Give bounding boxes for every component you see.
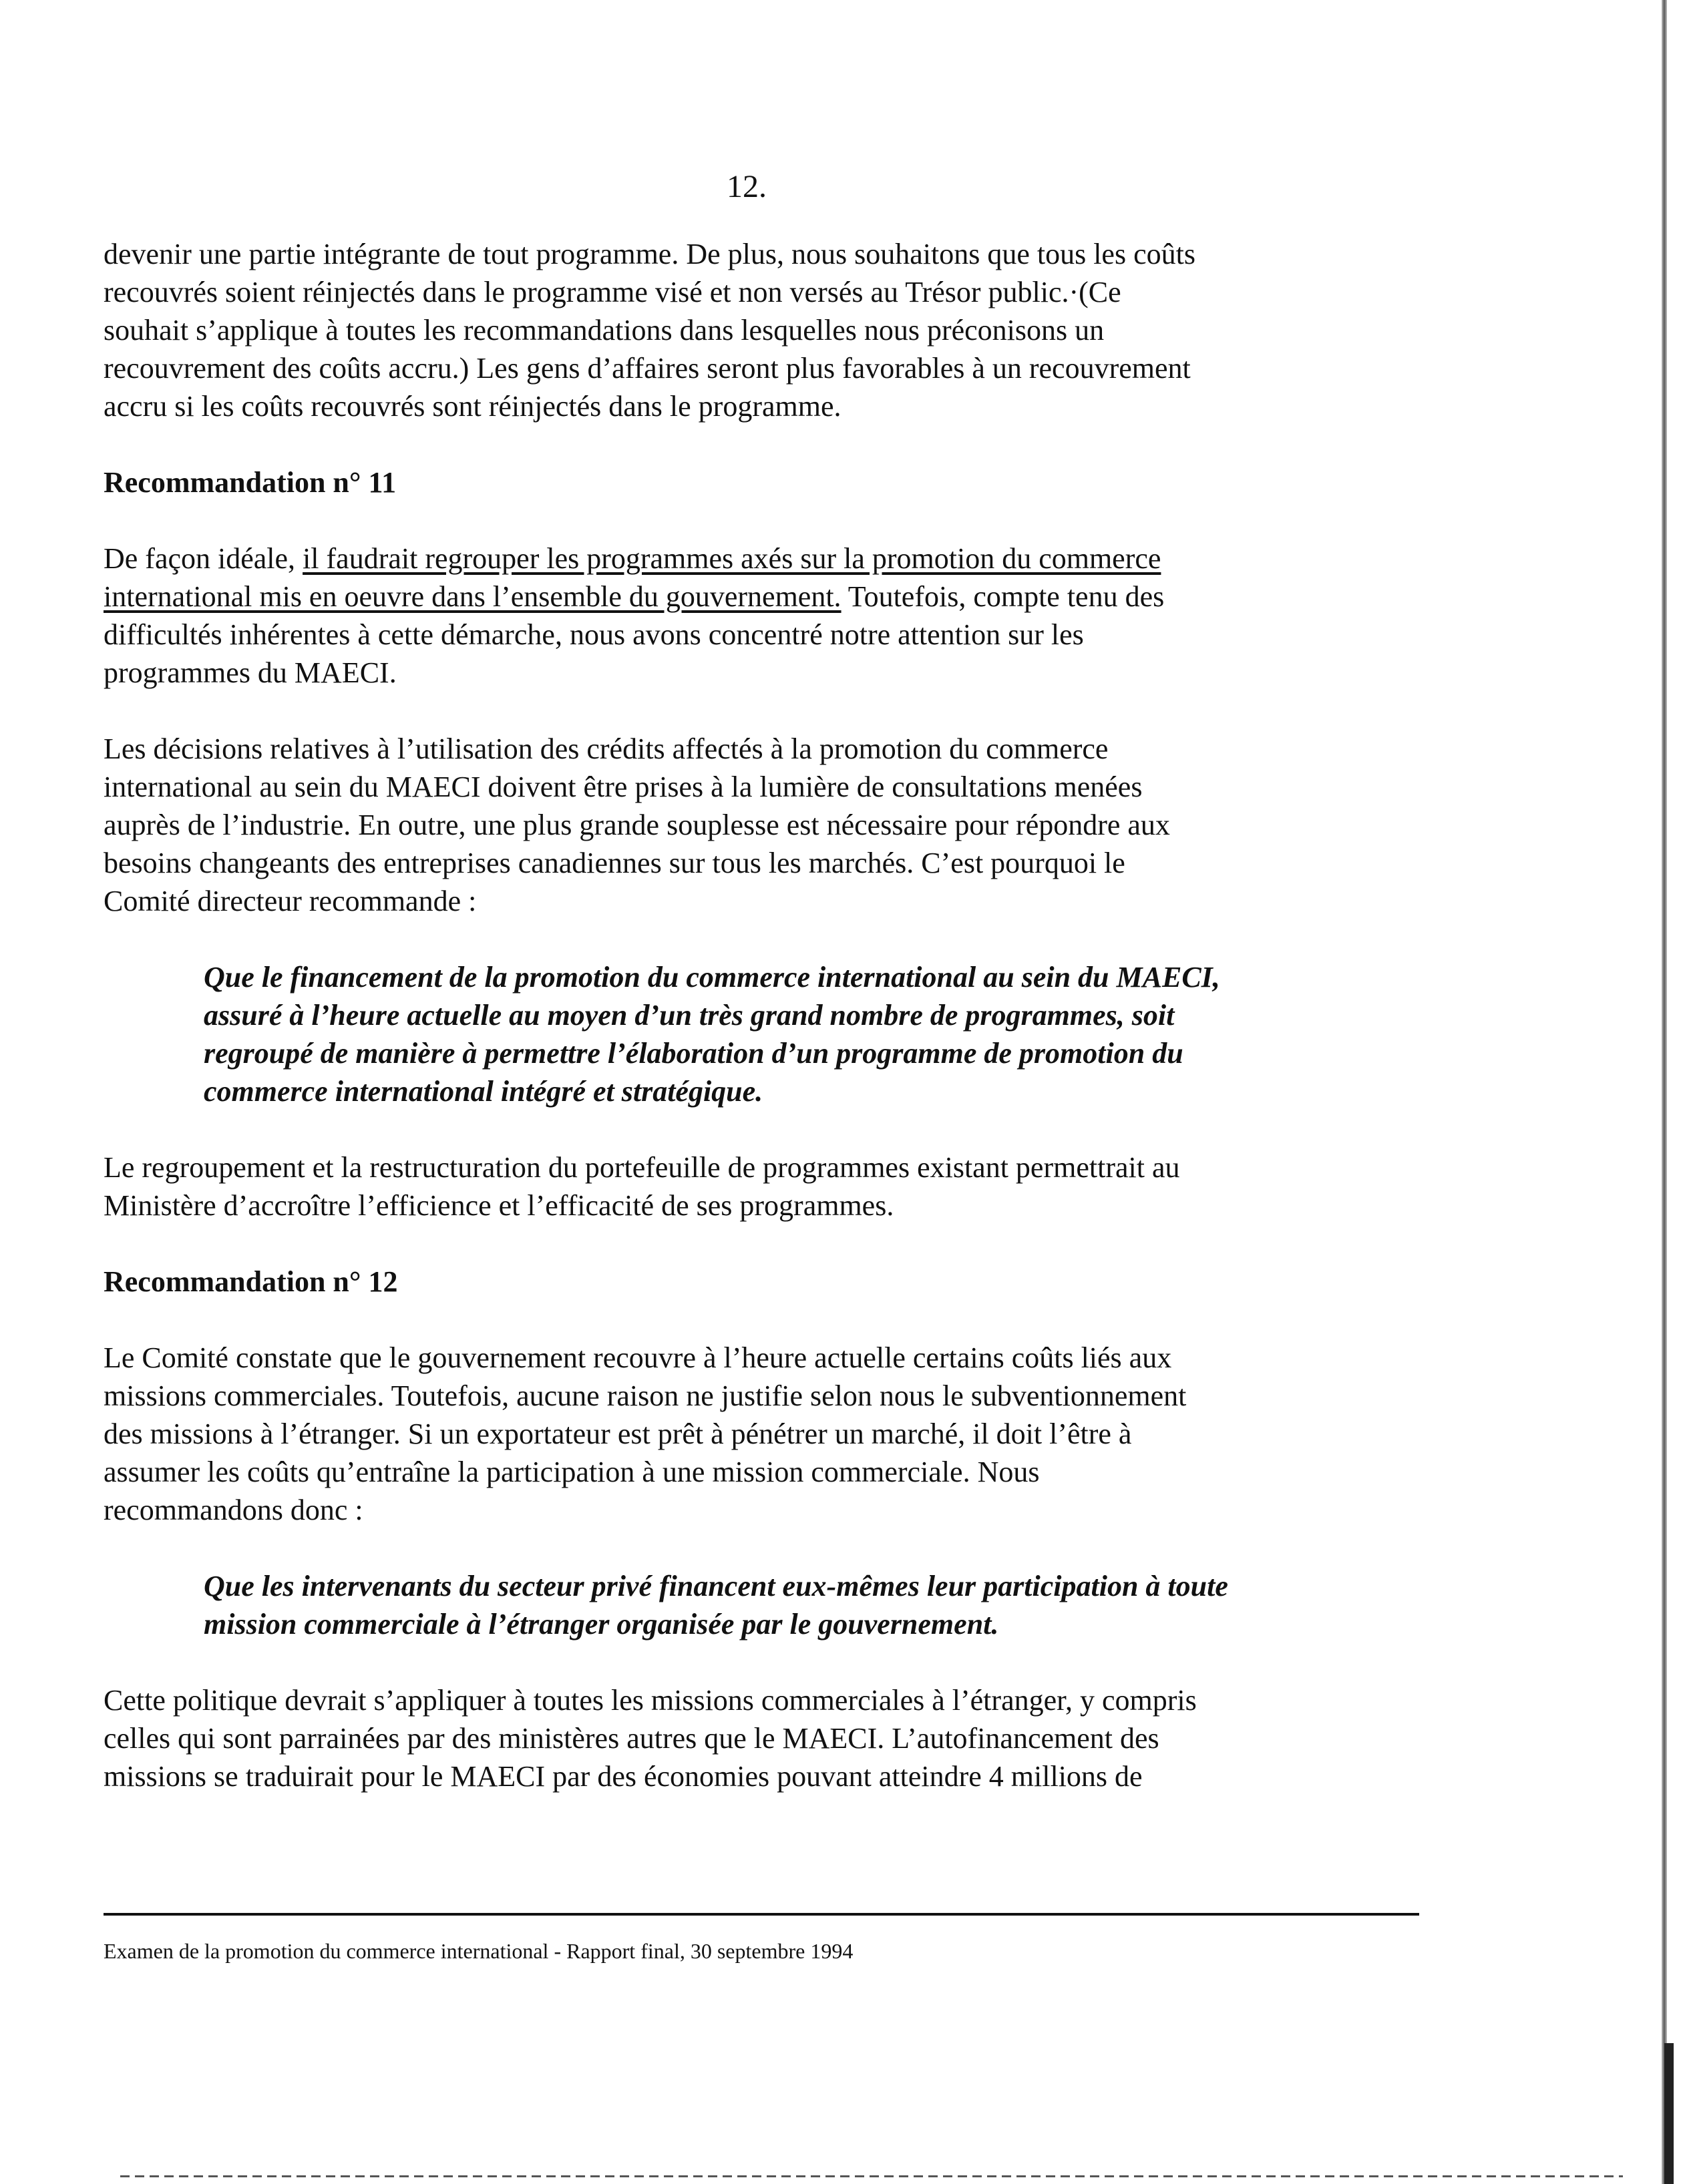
underlined-statement: il faudrait regrouper les programmes axés sur la promotion du commerce international mis en oeuvre dans l’ensemble du gouvernement. [104, 542, 1161, 613]
paragraph-trade-missions: Le Comité constate que le gouvernement recouvre à l’heure actuelle certains coûts liés aux missions commerciales. Toutefois, aucune raison ne justifie selon nous le subventionnement des missions à l’étranger. Si un exportateur est prêt à pénétrer un marché, il doit l’être à assumer les coûts qu’entraîne la participation à une mission commerciale. Nous recommandons donc : [104, 1341, 1187, 1526]
page-number: 12. [727, 169, 767, 204]
paragraph-consolidation-rest: Toutefois, compte tenu des difficultés inhérentes à cette démarche, nous avons concentré notre attention sur les programmes du MAECI. [104, 580, 1165, 689]
paragraph-consolidation [104, 539, 1396, 692]
heading-recommendation-12: Recommandation n° 12 [104, 1265, 398, 1298]
paragraph-cost-recovery: devenir une partie intégrante de tout programme. De plus, nous souhaitons que tous les coûts recouvrés soient réinjectés dans le programme visé et non versés au Trésor public.·(Ce souhait s’applique à toutes les recommandations dans lesquelles nous préconisons un recouvrement des coûts accru.) Les gens d’affaires seront plus favorables à un recouvrement accru si les coûts recouvrés sont réinjectés dans le programme. [104, 238, 1195, 423]
scan-binding-shadow [1664, 2043, 1674, 2184]
paragraph-self-financing: Cette politique devrait s’appliquer à toutes les missions commerciales à l’étranger, y compris celles qui sont parrainées par des ministères autres que le MAECI. L’autofinancement des missions se traduirait pour le MAECI par des économies pouvant atteindre 4 millions de [104, 1684, 1197, 1793]
footer-citation: Examen de la promotion du commerce international - Rapport final, 30 septembre 1994 [104, 1939, 854, 1963]
paragraph-funding-decisions: Les décisions relatives à l’utilisation des crédits affectés à la promotion du commerce international au sein du MAECI doivent être prises à la lumière de consultations menées auprès de l’industrie. En outre, une plus grande souplesse est nécessaire pour répondre aux besoins changeants des entreprises canadiennes sur tous les marchés. C’est pourquoi le Comité directeur recommande : [104, 732, 1170, 917]
scan-bottom-artifact [120, 2175, 1623, 2177]
heading-recommendation-11: Recommandation n° 11 [104, 466, 397, 499]
footer-divider [104, 1913, 1419, 1916]
recommendation-12-text: Que les intervenants du secteur privé financent eux-mêmes leur participation à toute mission commerciale à l’étranger organisée par le gouvernement. [204, 1570, 1228, 1641]
recommendation-11-text: Que le financement de la promotion du commerce international au sein du MAECI, assuré à l’heure actuelle au moyen d’un très grand nombre de programmes, soit regroupé de manière à permettre l’élaboration d’un programme de promotion du commerce international intégré et stratégique. [204, 961, 1220, 1108]
scan-page-edge [1662, 0, 1667, 2184]
paragraph-restructuring: Le regroupement et la restructuration du portefeuille de programmes existant permettrait au Ministère d’accroître l’efficience et l’efficacité de ses programmes. [104, 1151, 1180, 1222]
paragraph-consolidation-intro: De façon idéale, [104, 542, 303, 575]
document-body [104, 235, 1396, 1833]
